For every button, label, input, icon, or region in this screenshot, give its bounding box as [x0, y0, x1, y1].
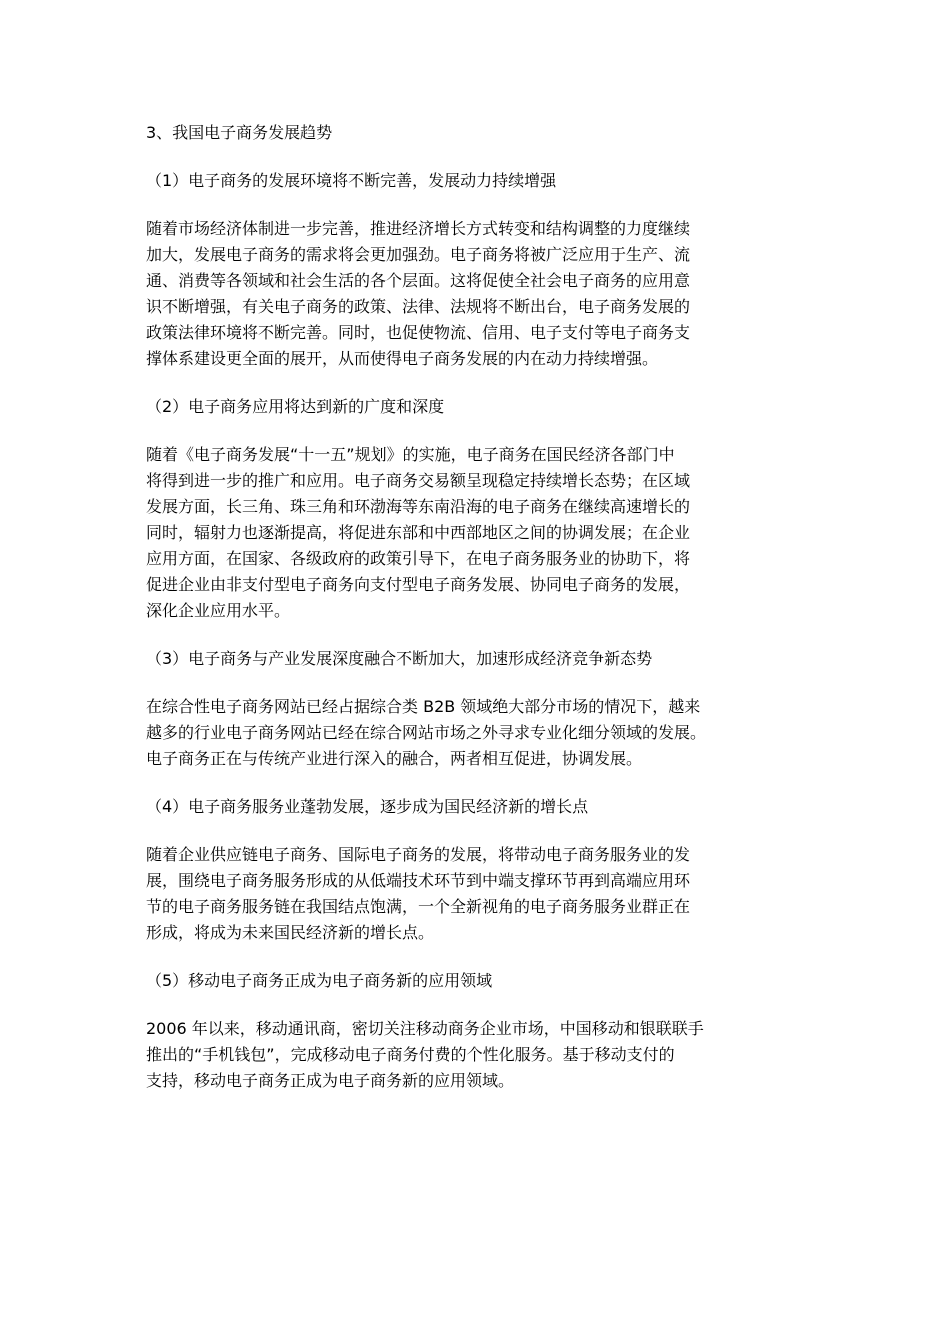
text-line: 展，围绕电子商务服务形成的从低端技术环节到中端支撑环节再到高端应用环 [146, 871, 691, 890]
text-line: 深化企业应用水平。 [146, 601, 291, 620]
paragraph-4 [146, 842, 816, 946]
paragraph-3 [146, 694, 816, 772]
subsection-heading-2: （2）电子商务应用将达到新的广度和深度 [146, 397, 445, 416]
text-line: 电子商务正在与传统产业进行深入的融合，两者相互促进，协调发展。 [146, 749, 643, 768]
text-line: 形成，将成为未来国民经济新的增长点。 [146, 923, 435, 942]
subsection-heading-5: （5）移动电子商务正成为电子商务新的应用领域 [146, 971, 493, 990]
text-line: 发展方面，长三角、珠三角和环渤海等东南沿海的电子商务在继续高速增长的 [146, 497, 691, 516]
subsection-heading-3: （3）电子商务与产业发展深度融合不断加大，加速形成经济竞争新态势 [146, 649, 653, 668]
text-line: 2006 年以来，移动通讯商，密切关注移动商务企业市场，中国移动和银联联手 [146, 1019, 704, 1038]
text-line: 政策法律环境将不断完善。同时，也促使物流、信用、电子支付等电子商务支 [146, 323, 691, 342]
text-line: 在综合性电子商务网站已经占据综合类 B2B 领域绝大部分市场的情况下，越来 [146, 697, 701, 716]
paragraph-1 [146, 216, 816, 372]
subsection-heading-4: （4）电子商务服务业蓬勃发展，逐步成为国民经济新的增长点 [146, 797, 589, 816]
text-line: 随着企业供应链电子商务、国际电子商务的发展，将带动电子商务服务业的发 [146, 845, 691, 864]
text-line: 随着市场经济体制进一步完善，推进经济增长方式转变和结构调整的力度继续 [146, 219, 691, 238]
text-line: 应用方面，在国家、各级政府的政策引导下，在电子商务服务业的协助下，将 [146, 549, 691, 568]
paragraph-5 [146, 1016, 816, 1094]
text-line: 将得到进一步的推广和应用。电子商务交易额呈现稳定持续增长态势；在区域 [146, 471, 691, 490]
text-line: 加大，发展电子商务的需求将会更加强劲。电子商务将被广泛应用于生产、流 [146, 245, 691, 264]
subsection-heading-1: （1）电子商务的发展环境将不断完善，发展动力持续增强 [146, 171, 557, 190]
text-line: 识不断增强，有关电子商务的政策、法律、法规将不断出台，电子商务发展的 [146, 297, 691, 316]
paragraph-2 [146, 442, 816, 624]
document-body [146, 120, 816, 1116]
text-line: 同时，辐射力也逐渐提高，将促进东部和中西部地区之间的协调发展；在企业 [146, 523, 691, 542]
text-line: 促进企业由非支付型电子商务向支付型电子商务发展、协同电子商务的发展， [146, 575, 691, 594]
text-line: 推出的“手机钱包”，完成移动电子商务付费的个性化服务。基于移动支付的 [146, 1045, 675, 1064]
text-line: 越多的行业电子商务网站已经在综合网站市场之外寻求专业化细分领域的发展。 [146, 723, 707, 742]
text-line: 节的电子商务服务链在我国结点饱满，一个全新视角的电子商务服务业群正在 [146, 897, 691, 916]
section-title: 3、我国电子商务发展趋势 [146, 123, 333, 142]
text-line: 支持，移动电子商务正成为电子商务新的应用领域。 [146, 1071, 515, 1090]
text-line: 撑体系建设更全面的展开，从而使得电子商务发展的内在动力持续增强。 [146, 349, 659, 368]
text-line: 随着《电子商务发展“十一五”规划》的实施，电子商务在国民经济各部门中 [146, 445, 675, 464]
text-line: 通、消费等各领域和社会生活的各个层面。这将促使全社会电子商务的应用意 [146, 271, 691, 290]
